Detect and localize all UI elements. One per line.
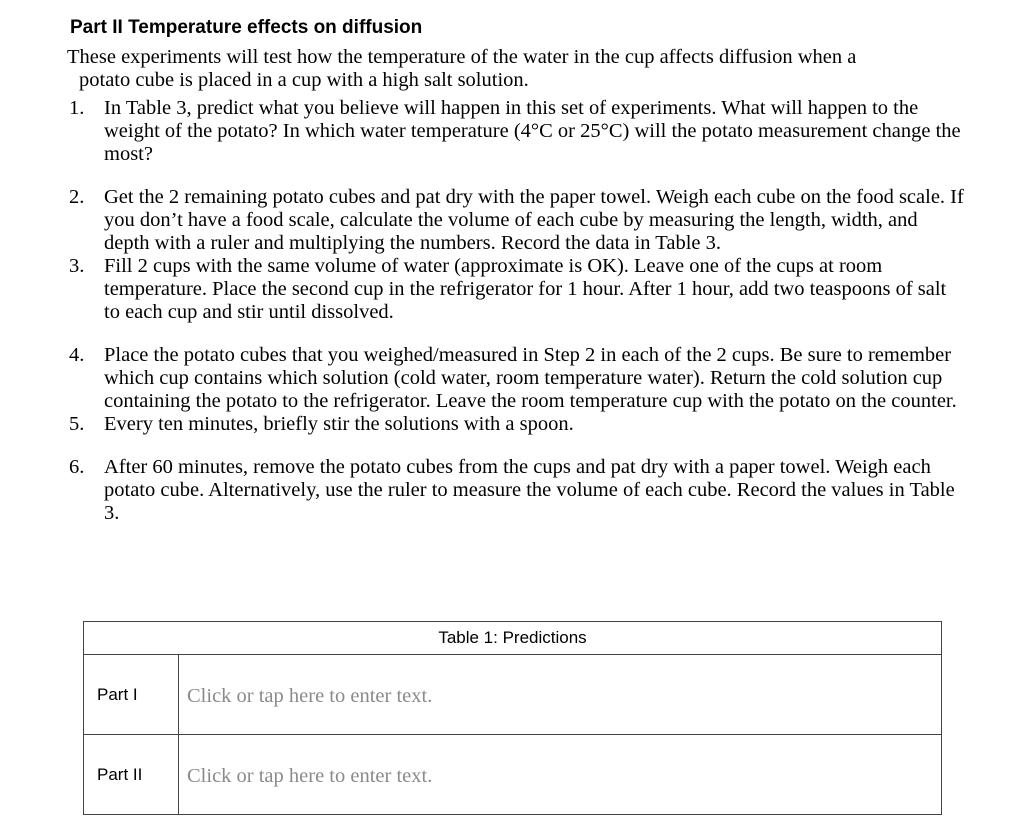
table-caption: Table 1: Predictions bbox=[84, 622, 942, 655]
step-text: Fill 2 cups with the same volume of water (approximate is OK). Leave one of the cups at room temperature. Place the second cup in the refrigerator for 1 hour. After 1 hour, add two teaspoons of salt to each cup and stir until dissolved. bbox=[104, 255, 947, 323]
step-item-2 bbox=[0, 186, 964, 255]
table-row bbox=[84, 655, 942, 735]
step-item-3 bbox=[0, 255, 964, 324]
step-item-4 bbox=[0, 344, 964, 413]
step-text: Every ten minutes, briefly stir the solutions with a spoon. bbox=[104, 413, 574, 435]
prediction-field-part-1[interactable]: Click or tap here to enter text. bbox=[179, 655, 942, 735]
step-number: 4. bbox=[69, 344, 85, 366]
prediction-field-part-2[interactable]: Click or tap here to enter text. bbox=[179, 735, 942, 815]
step-number: 3. bbox=[69, 255, 85, 277]
step-number: 2. bbox=[69, 186, 85, 208]
step-item-6 bbox=[0, 456, 964, 525]
step-item-1 bbox=[0, 97, 964, 166]
step-item-5 bbox=[0, 413, 964, 436]
predictions-table bbox=[83, 621, 942, 815]
step-number: 1. bbox=[69, 97, 85, 119]
table-row bbox=[84, 735, 942, 815]
intro-line-1: These experiments will test how the temperature of the water in the cup affects diffusion when a bbox=[67, 46, 857, 68]
intro-line-2: potato cube is placed in a cup with a high salt solution. bbox=[79, 69, 529, 91]
step-text: In Table 3, predict what you believe will happen in this set of experiments. What will happen to the weight of the potato? In which water temperature (4°C or 25°C) will the potato measurement change the most? bbox=[104, 97, 961, 165]
intro-paragraph bbox=[67, 46, 967, 92]
row-label-part-2: Part II bbox=[84, 735, 179, 815]
step-text: After 60 minutes, remove the potato cubes from the cups and pat dry with a paper towel. Weigh each potato cube. Alternatively, use the ruler to measure the volume of each cube. Record the values in Table 3. bbox=[104, 456, 955, 524]
row-label-part-1: Part I bbox=[84, 655, 179, 735]
section-heading: Part II Temperature effects on diffusion bbox=[70, 17, 423, 38]
step-number: 5. bbox=[69, 413, 85, 435]
steps-list bbox=[0, 97, 1024, 525]
step-text: Place the potato cubes that you weighed/measured in Step 2 in each of the 2 cups. Be sure to remember which cup contains which solution (cold water, room temperature water). Return the cold solution cup containing the potato to the refrigerator. Leave the room temperature cup with the potato on the counter. bbox=[104, 344, 957, 412]
step-number: 6. bbox=[69, 456, 85, 478]
table-caption-row bbox=[84, 622, 942, 655]
step-text: Get the 2 remaining potato cubes and pat dry with the paper towel. Weigh each cube on the food scale. If you don’t have a food scale, calculate the volume of each cube by measuring the length, width, and depth with a ruler and multiplying the numbers. Record the data in Table 3. bbox=[104, 186, 964, 254]
